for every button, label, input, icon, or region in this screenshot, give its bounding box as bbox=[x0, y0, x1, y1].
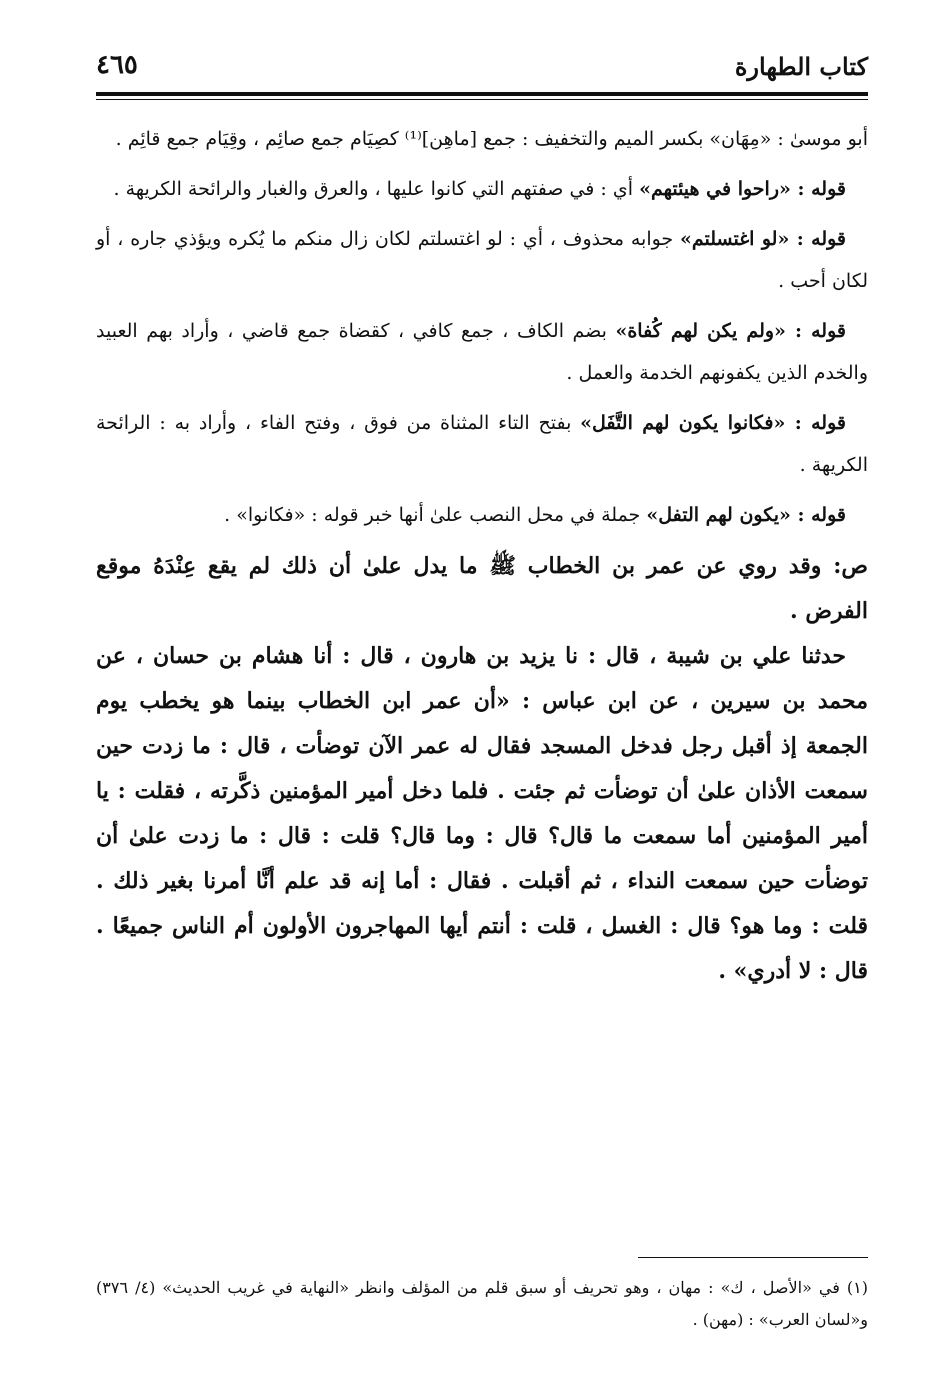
footnote: (١) في «الأصل ، ك» : مهان ، وهو تحريف أو سبق قلم من المؤلف وانظر «النهاية في غريب الحديث» (٤/ ٣٧٦) و«لسان العرب» : (مهن) . bbox=[96, 1278, 869, 1329]
page-body bbox=[96, 118, 868, 994]
running-header bbox=[96, 40, 868, 92]
book-page bbox=[96, 40, 869, 1329]
header-rule bbox=[96, 92, 868, 96]
chapter-title: كتاب الطهارة bbox=[734, 52, 868, 81]
commentary-paragraph bbox=[96, 402, 868, 486]
commentary-lead: قوله : «ولم يكن لهم كُفاة» bbox=[615, 320, 846, 342]
commentary-text: بفتح التاء المثناة من فوق ، وفتح الفاء ، وأراد به : الرائحة الكريهة . bbox=[96, 412, 868, 476]
page-number: ٤٦٥ bbox=[96, 50, 138, 80]
commentary-text: بضم الكاف ، جمع كافي ، كقضاة جمع قاضي ، وأراد بهم العبيد والخدم الذين يكفونهم الخدمة والعمل . bbox=[96, 320, 868, 384]
commentary-lead: قوله : «لو اغتسلتم» bbox=[680, 228, 847, 250]
commentary-text: أي : في صفتهم التي كانوا عليها ، والعرق والغبار والرائحة الكريهة . bbox=[113, 178, 640, 200]
commentary-lead: قوله : «فكانوا يكون لهم التَّفَل» bbox=[580, 412, 846, 434]
commentary-lead: قوله : «يكون لهم التفل» bbox=[646, 504, 846, 526]
commentary-paragraph bbox=[96, 118, 868, 160]
commentary-paragraph bbox=[96, 494, 868, 536]
commentary-paragraph bbox=[96, 218, 868, 302]
matn-intro: ص: وقد روي عن عمر بن الخطاب ﷺ ما يدل علىٰ أن ذلك لم يقع عِنْدَهُ موقع الفرض . bbox=[96, 553, 868, 624]
commentary-lead: قوله : «راحوا في هيئتهم» bbox=[639, 178, 846, 200]
commentary-text: أبو موسىٰ : «مِهَان» بكسر الميم والتخفيف : جمع [ماهِن]⁽¹⁾ كصِيَام جمع صائِم ، وقِيَام جمع قائِم . bbox=[115, 128, 868, 150]
commentary-paragraph bbox=[96, 310, 868, 394]
matn-hadith: حدثنا علي بن شيبة ، قال : نا يزيد بن هارون ، قال : أنا هشام بن حسان ، عن محمد بن سيرين ، عن ابن عباس : «أن عمر ابن الخطاب بينما هو يخطب يوم الجمعة إذ أقبل رجل فدخل المسجد فقال له عمر الآن توضأت ، قال : ما زدت حين سمعت الأذان علىٰ أن توضأت ثم جئت . فلما دخل أمير المؤمنين ذكَّرته ، فقلت : يا أمير المؤمنين أما سمعت ما قال؟ قال : وما قال؟ قلت : قال : ما زدت علىٰ أن توضأت حين سمعت النداء ، ثم أقبلت . فقال : أما إنه قد علم أنَّا أمرنا بغير ذلك . قلت : وما هو؟ قال : الغسل ، قلت : أنتم أيها المهاجرون الأولون أم الناس جميعًا . قال : لا أدري» . bbox=[96, 643, 869, 984]
commentary-text: جملة في محل النصب علىٰ أنها خبر قوله : «فكانوا» . bbox=[224, 504, 647, 526]
footnote-separator bbox=[638, 1257, 868, 1258]
commentary-paragraph bbox=[96, 168, 868, 210]
commentary-text: جوابه محذوف ، أي : لو اغتسلتم لكان زال منكم ما يُكره ويؤذي جاره ، أو لكان أحب . bbox=[96, 228, 868, 292]
